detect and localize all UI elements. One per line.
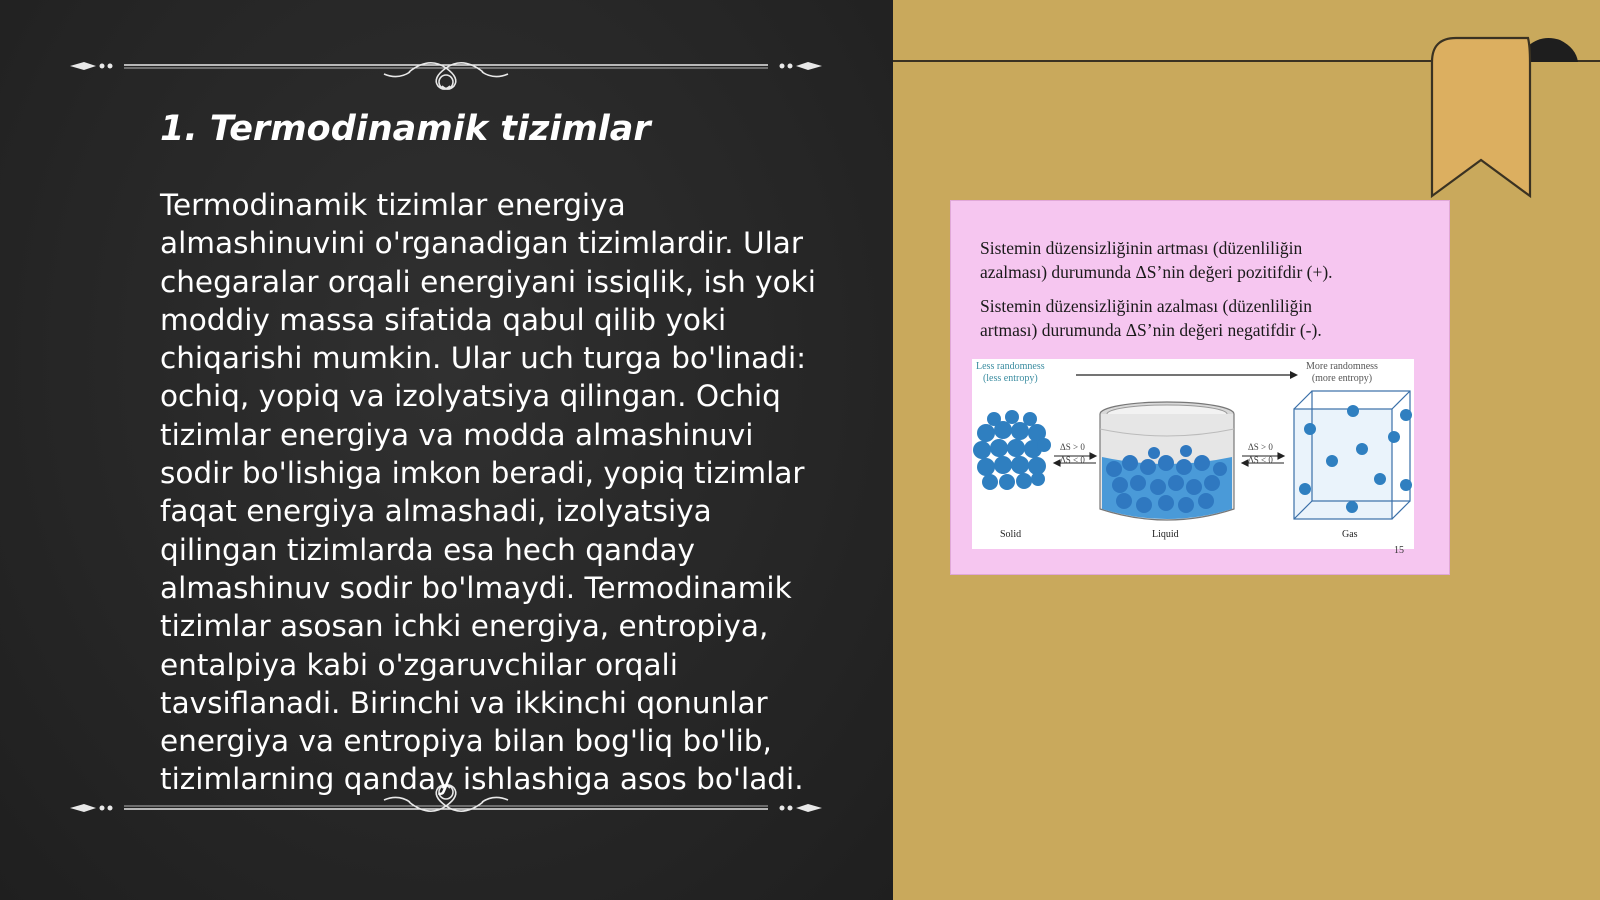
bookmark-ribbon-icon [1430,36,1580,200]
liquid-label: Liquid [1152,529,1179,540]
top-ornament-divider [64,44,828,94]
less-randomness-line2: (less entropy) [982,373,1038,384]
caption-increase-line2: azalması) durumunda ΔS’nin değeri pozitifdir (+). [980,261,1333,282]
entropy-figure [950,200,1450,575]
figure-caption-decrease [980,295,1322,342]
caption-decrease-line2: artması) durumunda ΔS’nin değeri negatifdir (-). [980,319,1322,340]
ds-left-neg: ΔS < 0 [1060,455,1085,465]
caption-increase-line1: Sistemin düzensizliğinin artması (düzenliliğin [980,238,1303,258]
figure-caption-increase [980,237,1333,284]
more-randomness-line2: (more entropy) [1311,373,1373,384]
ds-right-pos: ΔS > 0 [1248,442,1273,452]
states-diagram-graphic [972,359,1414,549]
ds-left-labels [1060,441,1085,467]
states-diagram [972,359,1414,549]
ds-left-pos: ΔS > 0 [1060,442,1085,452]
ds-right-labels [1248,441,1273,467]
more-randomness-line1: More randomness [1306,361,1378,372]
more-randomness-label [1306,361,1378,385]
caption-decrease-line1: Sistemin düzensizliğinin azalması (düzenliliğin [980,296,1312,316]
solid-label: Solid [1000,529,1022,540]
liquid-beaker [1100,402,1234,520]
less-randomness-line1: Less randomness [976,361,1045,372]
gas-label: Gas [1342,529,1358,540]
less-randomness-label [976,361,1045,385]
figure-page-number: 15 [1394,545,1404,556]
slide-body-text: Termodinamik tizimlar energiya almashinuvini o'rganadigan tizimlardir. Ular chegaralar orqali energiyani issiqlik, ish yoki moddiy massa sifatida qabul qilib yoki chiqarishi mumkin. Ular uch turga bo'linadi: ochiq, yopiq va izolyatsiya qilingan. Ochiq tizimlar energiya va modda almashinuvi sodir bo'lishiga imkon beradi, yopiq tizimlar faqat energiya almashadi, izolyatsiya qilingan tizimlarda esa hech qanday almashinuv sodir bo'lmaydi. Termodinamik tizimlar asosan ichki energiya, entropiya, entalpiya kabi o'zgaruvchilar orqali tavsiflanadi. Birinchi va ikkinchi qonunlar energiya va entropiya bilan bog'liq bo'lib, tizimlarning qanday ishlashiga asos bo'ladi. [160,188,816,797]
ds-right-neg: ΔS < 0 [1248,455,1273,465]
solid-molecules [973,410,1051,490]
slide-title: 1. Termodinamik tizimlar [160,109,651,149]
